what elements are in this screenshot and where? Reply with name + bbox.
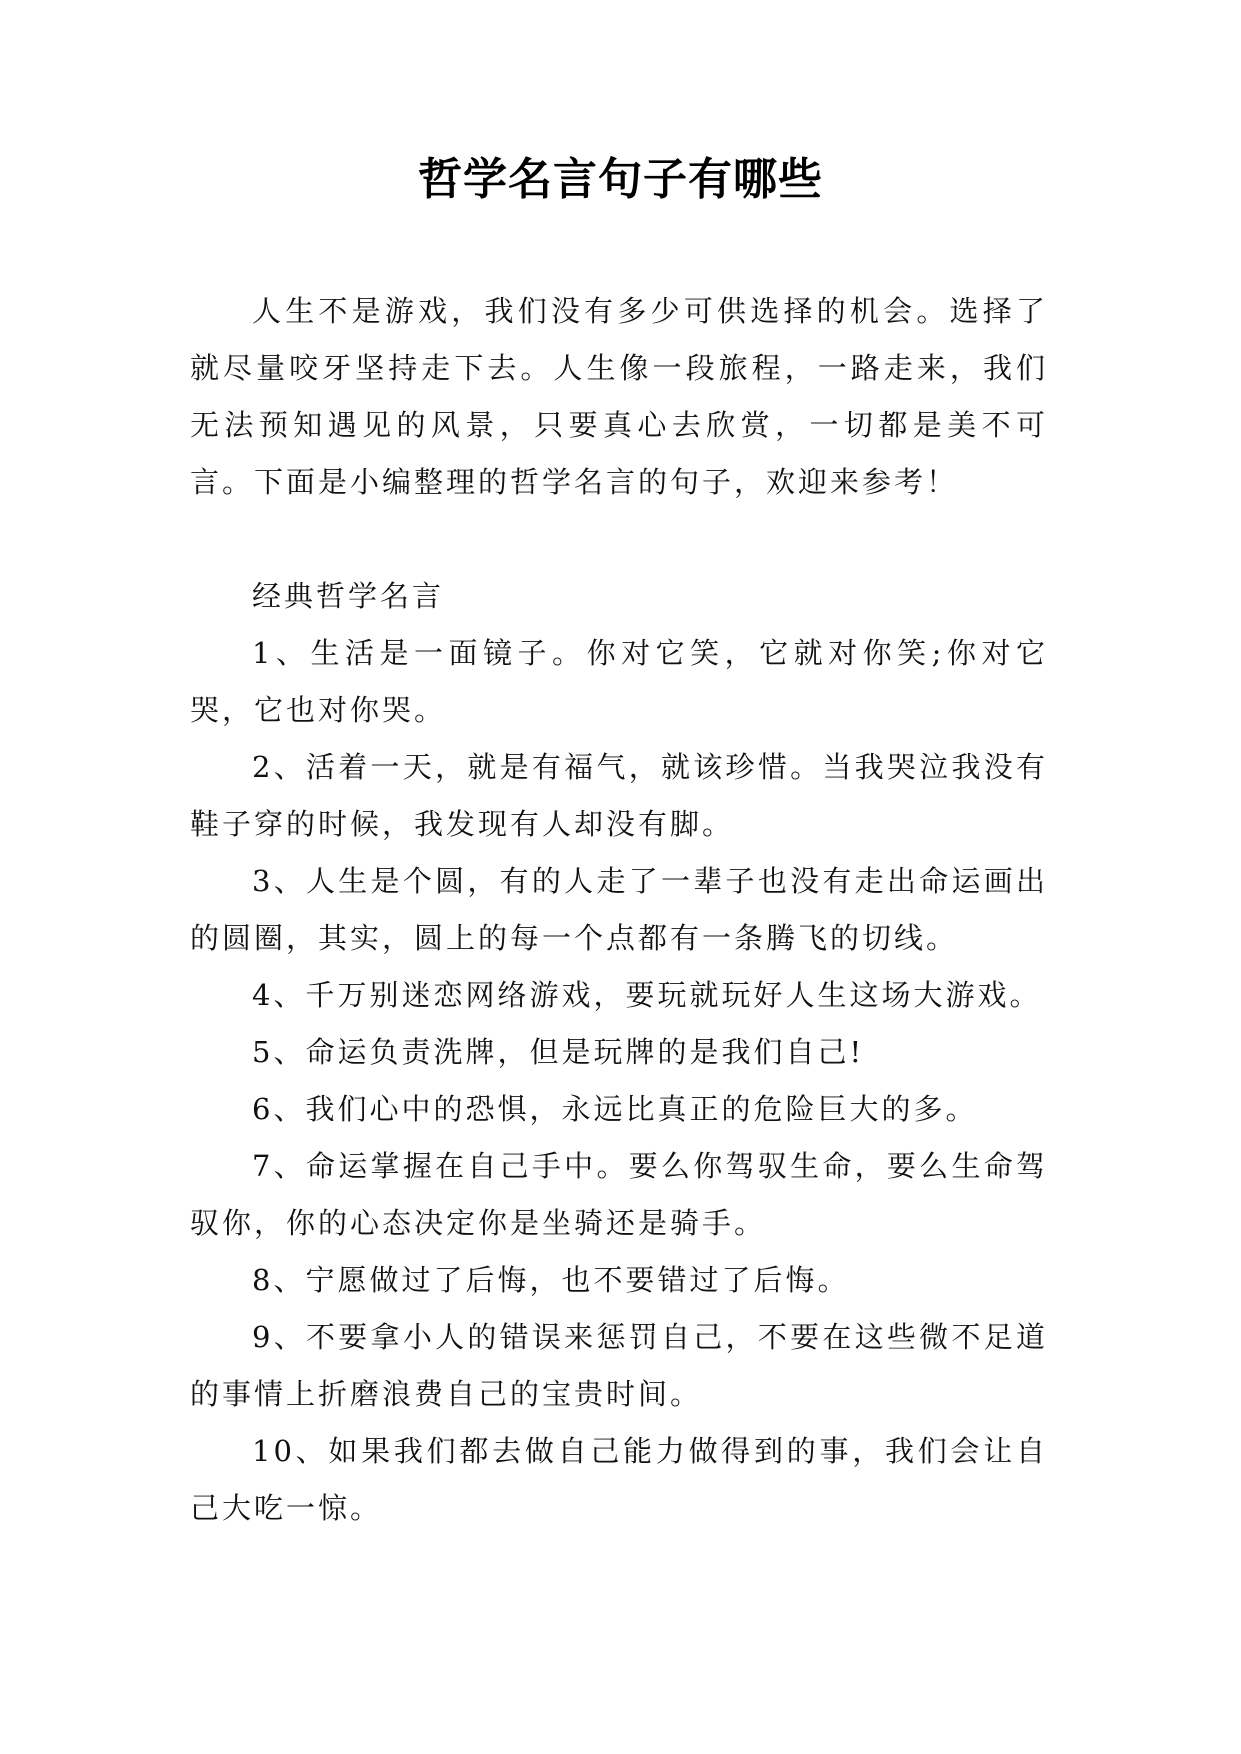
document-title: 哲学名言句子有哪些 xyxy=(418,154,823,205)
quote-item: 10、如果我们都去做自己能力做得到的事，我们会让自己大吃一惊。 xyxy=(190,1434,1048,1525)
section-heading: 经典哲学名言 xyxy=(252,579,445,613)
document-body xyxy=(190,283,1048,1537)
quote-item: 7、命运掌握在自己手中。要么你驾驭生命，要么生命驾驭你，你的心态决定你是坐骑还是骑手。 xyxy=(190,1149,1048,1240)
quote-item: 2、活着一天，就是有福气，就该珍惜。当我哭泣我没有鞋子穿的时候，我发现有人却没有脚。 xyxy=(190,750,1048,841)
quote-item: 1、生活是一面镜子。你对它笑，它就对你笑;你对它哭，它也对你哭。 xyxy=(190,636,1048,727)
quote-item: 5、命运负责洗牌，但是玩牌的是我们自己! xyxy=(252,1035,865,1069)
intro-paragraph: 人生不是游戏，我们没有多少可供选择的机会。选择了就尽量咬牙坚持走下去。人生像一段旅程，一路走来，我们无法预知遇见的风景，只要真心去欣赏，一切都是美不可言。下面是小编整理的哲学名言的句子，欢迎来参考！ xyxy=(190,294,1048,499)
quote-item: 4、千万别迷恋网络游戏，要玩就玩好人生这场大游戏。 xyxy=(252,978,1042,1012)
quote-item: 3、人生是个圆，有的人走了一辈子也没有走出命运画出的圆圈，其实，圆上的每一个点都有一条腾飞的切线。 xyxy=(190,864,1048,955)
quote-item: 9、不要拿小人的错误来惩罚自己，不要在这些微不足道的事情上折磨浪费自己的宝贵时间。 xyxy=(190,1320,1048,1411)
quote-item: 8、宁愿做过了后悔，也不要错过了后悔。 xyxy=(252,1263,850,1297)
quote-item: 6、我们心中的恐惧，永远比真正的危险巨大的多。 xyxy=(252,1092,978,1126)
